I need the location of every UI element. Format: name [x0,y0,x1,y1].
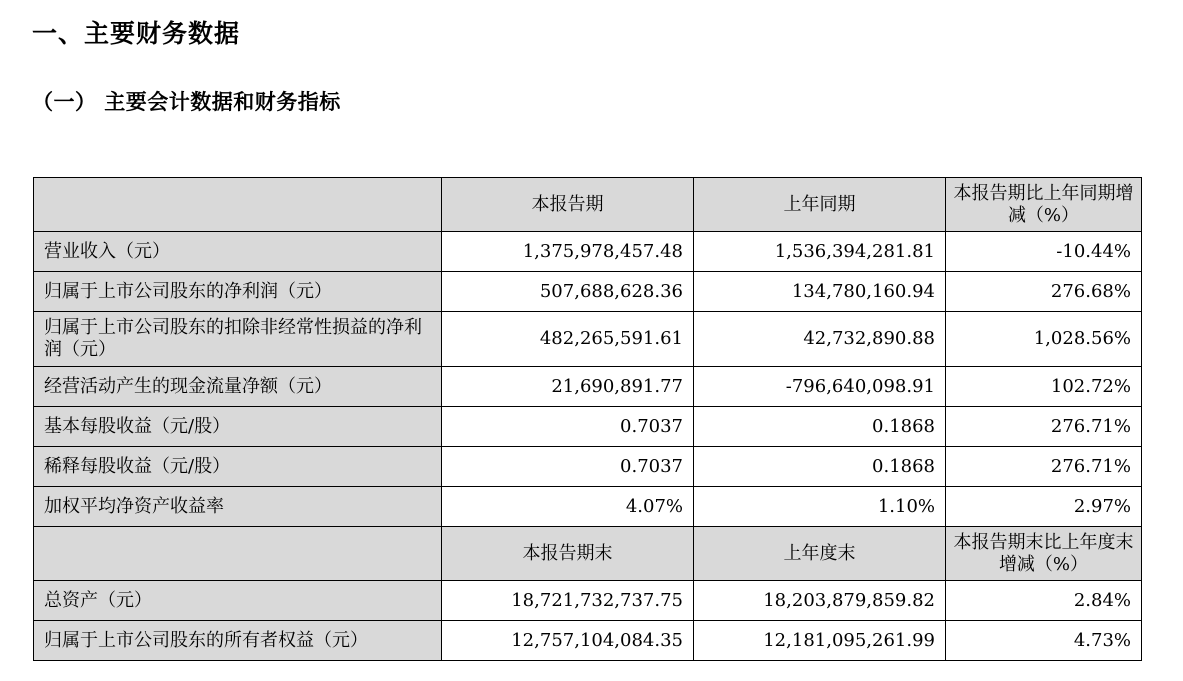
table-row [34,407,1142,447]
change-value: 276.71% [946,447,1142,487]
change-value: 4.73% [946,621,1142,661]
balance-header-row [34,527,1142,581]
row-label: 归属于上市公司股东的扣除非经常性损益的净利润（元） [34,312,442,367]
previous-value: -796,640,098.91 [694,367,946,407]
current-value: 18,721,732,737.75 [442,581,694,621]
row-label: 归属于上市公司股东的所有者权益（元） [34,621,442,661]
row-label: 归属于上市公司股东的净利润（元） [34,272,442,312]
previous-value: 0.1868 [694,447,946,487]
financial-data-table [33,177,1142,661]
header-year-end-change: 本报告期末比上年度末增减（%） [946,527,1142,581]
current-value: 507,688,628.36 [442,272,694,312]
current-value: 12,757,104,084.35 [442,621,694,661]
table-row [34,232,1142,272]
row-label: 加权平均净资产收益率 [34,487,442,527]
row-label: 经营活动产生的现金流量净额（元） [34,367,442,407]
header-period-end: 本报告期末 [442,527,694,581]
row-label: 稀释每股收益（元/股） [34,447,442,487]
current-value: 4.07% [442,487,694,527]
change-value: 276.71% [946,407,1142,447]
row-label: 总资产（元） [34,581,442,621]
table-row [34,367,1142,407]
table-row [34,312,1142,367]
period-header-row [34,178,1142,232]
change-value: 2.97% [946,487,1142,527]
subsection-title: （一） 主要会计数据和财务指标 [32,90,341,114]
change-value: -10.44% [946,232,1142,272]
header-period-change: 本报告期比上年同期增减（%） [946,178,1142,232]
previous-value: 1.10% [694,487,946,527]
current-value: 0.7037 [442,407,694,447]
previous-value: 1,536,394,281.81 [694,232,946,272]
current-value: 0.7037 [442,447,694,487]
change-value: 102.72% [946,367,1142,407]
current-value: 1,375,978,457.48 [442,232,694,272]
previous-value: 12,181,095,261.99 [694,621,946,661]
previous-value: 42,732,890.88 [694,312,946,367]
table-row [34,487,1142,527]
row-label: 基本每股收益（元/股） [34,407,442,447]
row-label: 营业收入（元） [34,232,442,272]
table-row [34,581,1142,621]
header-current-period: 本报告期 [442,178,694,232]
change-value: 276.68% [946,272,1142,312]
previous-value: 134,780,160.94 [694,272,946,312]
table-row [34,621,1142,661]
change-value: 1,028.56% [946,312,1142,367]
change-value: 2.84% [946,581,1142,621]
previous-value: 18,203,879,859.82 [694,581,946,621]
previous-value: 0.1868 [694,407,946,447]
current-value: 482,265,591.61 [442,312,694,367]
header-previous-period: 上年同期 [694,178,946,232]
table-row [34,447,1142,487]
section-title: 一、主要财务数据 [32,19,241,48]
table-row [34,272,1142,312]
current-value: 21,690,891.77 [442,367,694,407]
header-blank-cell [34,178,442,232]
header-prior-year-end: 上年度末 [694,527,946,581]
header-blank-cell [34,527,442,581]
